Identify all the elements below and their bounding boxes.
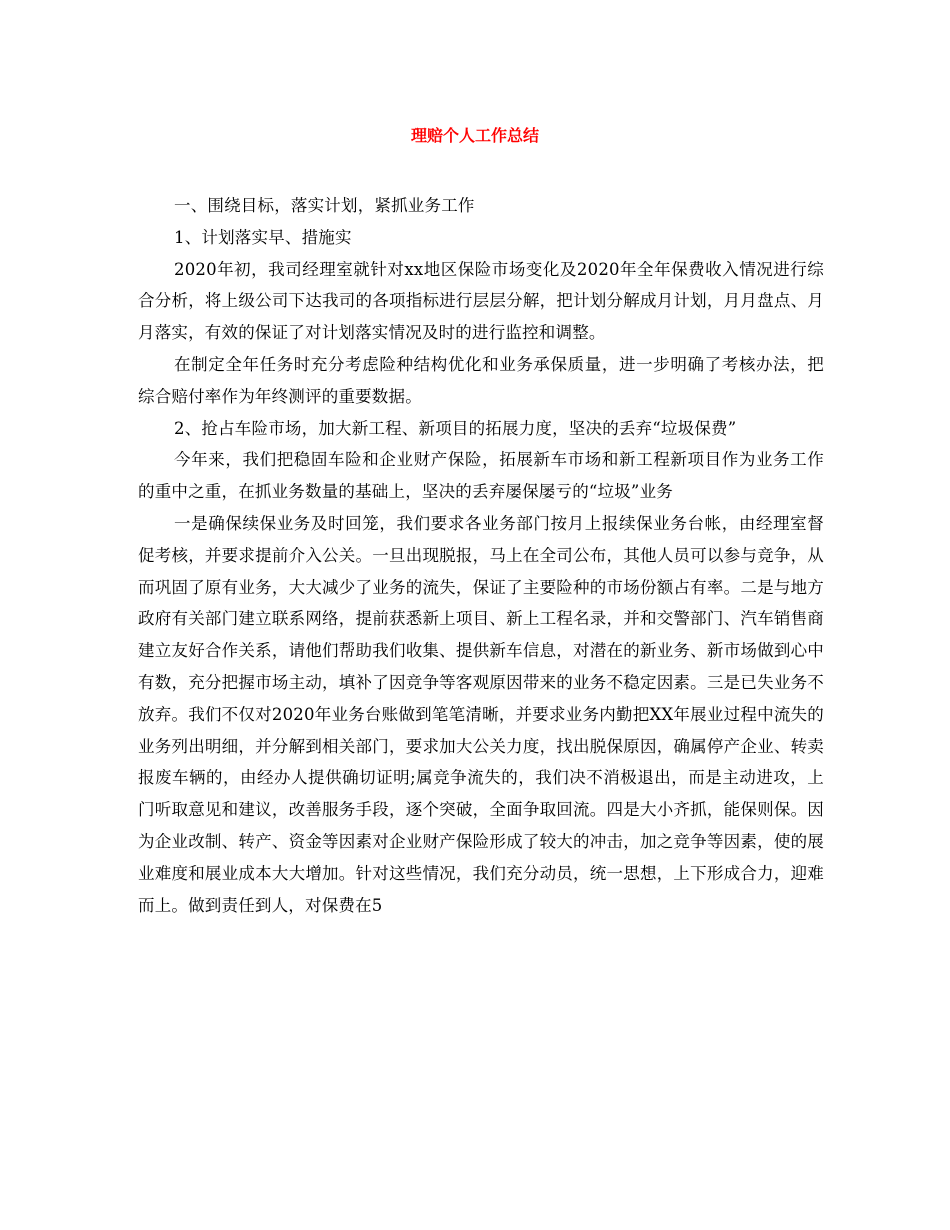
section-heading-1: 一、围绕目标，落实计划，紧抓业务工作	[174, 196, 475, 215]
paragraph: 一是确保续保业务及时回笼，我们要求各业务部门按月上报续保业务台帐，由经理室督促考核，并要求提前介入公关。一旦出现脱报，马上在全司公布，其他人员可以参与竞争，从而巩固了原有业务，大大减少了业务的流失，保证了主要险种的市场份额占有率。二是与地方政府有关部门建立联系网络，提前获悉新上项目、新上工程名录，并和交警部门、汽车销售商建立友好合作关系，请他们帮助我们收集、提供新车信息，对潜在的新业务、新市场做到心中有数，充分把握市场主动，填补了因竞争等客观原因带来的业务不稳定因素。三是已失业务不放弃。我们不仅对2020年业务台账做到笔笔清晰，并要求业务内勤把XX年展业过程中流失的业务列出明细，并分解到相关部门，要求加大公关力度，找出脱保原因，确属停产企业、转卖报废车辆的，由经办人提供确切证明;属竞争流失的，我们决不消极退出，而是主动进攻，上门听取意见和建议，改善服务手段，逐个突破，全面争取回流。四是大小齐抓，能保则保。因为企业改制、转产、资金等因素对企业财产保险形成了较大的冲击，加之竞争等因素，使的展业难度和展业成本大大增加。针对这些情况，我们充分动员，统一思想，上下形成合力，迎难而上。做到责任到人，对保费在5	[138, 513, 824, 915]
document-body	[138, 190, 824, 921]
document-title: 理赔个人工作总结	[410, 126, 539, 145]
paragraph: 2020年初，我司经理室就针对xx地区保险市场变化及2020年全年保费收入情况进行综合分析，将上级公司下达我司的各项指标进行层层分解，把计划分解成月计划，月月盘点、月月落实，有效的保证了对计划落实情况及时的进行监控和调整。	[138, 259, 824, 343]
paragraph: 在制定全年任务时充分考虑险种结构优化和业务承保质量，进一步明确了考核办法，把综合赔付率作为年终测评的重要数据。	[138, 354, 824, 406]
paragraph: 今年来，我们把稳固车险和企业财产保险，拓展新车市场和新工程新项目作为业务工作的重中之重，在抓业务数量的基础上，坚决的丢弃屡保屡亏的“垃圾”业务	[138, 450, 824, 502]
subsection-heading-1: 1、计划落实早、措施实	[174, 227, 352, 247]
subsection-heading-2: 2、抢占车险市场，加大新工程、新项目的拓展力度，坚决的丢弃“垃圾保费”	[174, 418, 737, 438]
